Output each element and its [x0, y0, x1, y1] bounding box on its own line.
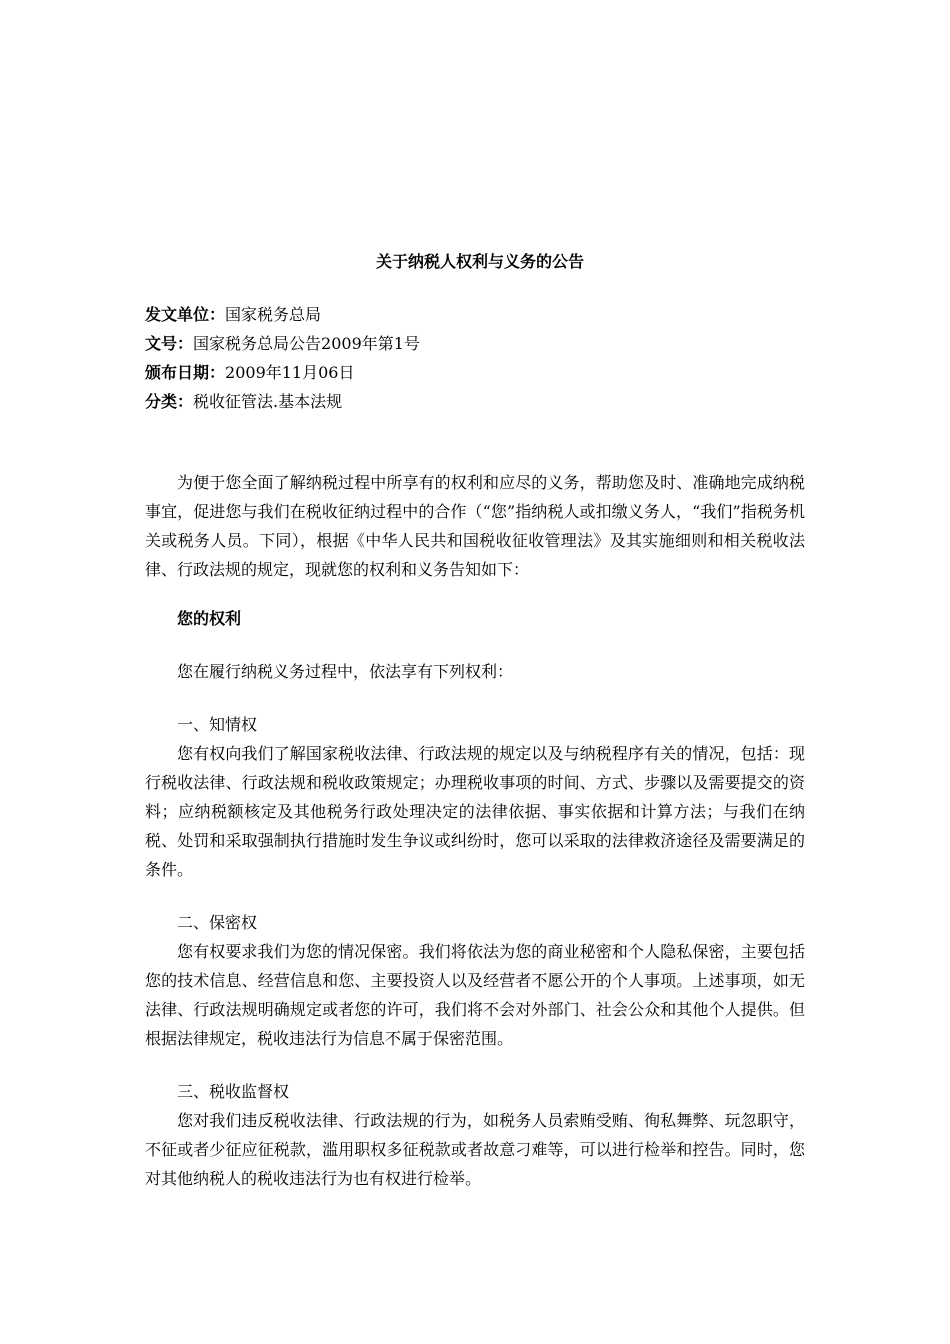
right-item-supervision: [145, 1077, 805, 1193]
right-item-confidentiality: [145, 908, 805, 1053]
right-body: 您有权向我们了解国家税收法律、行政法规的规定以及与纳税程序有关的情况，包括：现行税收法律、行政法规和税收政策规定；办理税收事项的时间、方式、步骤以及需要提交的资料；应纳税额核定及其他税务行政处理决定的法律依据、事实依据和计算方法；与我们在纳税、处罚和采取强制执行措施时发生争议或纠纷时，您可以采取的法律救济途径及需要满足的条件。: [145, 744, 805, 879]
right-body: 您有权要求我们为您的情况保密。我们将依法为您的商业秘密和个人隐私保密，主要包括您的技术信息、经营信息和您、主要投资人以及经营者不愿公开的个人事项。上述事项，如无法律、行政法规明确规定或者您的许可，我们将不会对外部门、社会公众和其他个人提供。但根据法律规定，税收违法行为信息不属于保密范围。: [145, 942, 805, 1048]
right-body: 您对我们违反税收法律、行政法规的行为，如税务人员索贿受贿、徇私舞弊、玩忽职守，不征或者少征应征税款，滥用职权多征税款或者故意刁难等，可以进行检举和控告。同时，您对其他纳税人的税收违法行为也有权进行检举。: [145, 1111, 805, 1188]
meta-issue-date-value: 2009年11月06日: [225, 363, 355, 382]
meta-doc-number-label: 文号：: [145, 334, 194, 353]
document-meta: [145, 300, 805, 416]
meta-category: [145, 387, 805, 416]
right-item-information: [145, 710, 805, 884]
meta-issuer-label: 发文单位：: [145, 305, 226, 324]
meta-issuer: [145, 300, 805, 329]
meta-doc-number-value: 国家税务总局公告2009年第1号: [193, 334, 420, 353]
rights-section-heading: 您的权利: [177, 609, 242, 628]
rights-lead-paragraph: 您在履行纳税义务过程中，依法享有下列权利：: [177, 662, 514, 681]
meta-doc-number: [145, 329, 805, 358]
right-heading: 三、税收监督权: [177, 1082, 290, 1101]
meta-issue-date-label: 颁布日期：: [145, 363, 226, 382]
meta-issuer-value: 国家税务总局: [225, 305, 322, 324]
right-heading: 一、知情权: [177, 715, 258, 734]
document-title: 关于纳税人权利与义务的公告: [375, 252, 584, 271]
meta-category-label: 分类：: [145, 392, 194, 411]
document-content: [145, 248, 805, 1217]
right-heading: 二、保密权: [177, 913, 258, 932]
meta-category-value: 税收征管法.基本法规: [193, 392, 343, 411]
meta-issue-date: [145, 358, 805, 387]
intro-paragraph: 为便于您全面了解纳税过程中所享有的权利和应尽的义务，帮助您及时、准确地完成纳税事宜，促进您与我们在税收征纳过程中的合作（“您”指纳税人或扣缴义务人，“我们”指税务机关或税务人员。下同），根据《中华人民共和国税收征收管理法》及其实施细则和相关税收法律、行政法规的规定，现就您的权利和义务告知如下：: [145, 473, 805, 579]
